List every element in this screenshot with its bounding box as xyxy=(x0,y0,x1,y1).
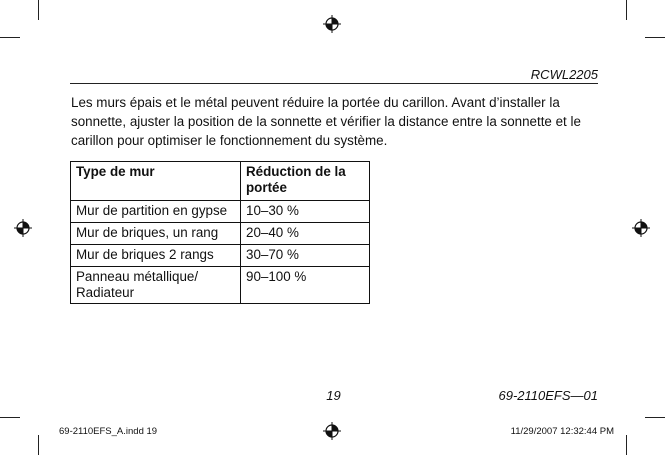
wall-type-cell: Mur de partition en gypse xyxy=(71,201,241,223)
crop-mark xyxy=(0,37,20,38)
header-model-code: RCWL2205 xyxy=(530,67,598,82)
reduction-cell: 20–40 % xyxy=(241,223,370,245)
page-number: 19 xyxy=(326,388,341,403)
header-rule xyxy=(70,83,598,84)
crop-mark xyxy=(645,417,665,418)
crop-mark xyxy=(38,435,39,455)
wall-reduction-table xyxy=(70,161,370,304)
crop-mark xyxy=(38,0,39,20)
registration-mark-icon xyxy=(323,15,341,33)
reduction-cell: 90–100 % xyxy=(241,267,370,304)
crop-mark xyxy=(645,37,665,38)
column-header-wall-type: Type de mur xyxy=(71,162,241,201)
registration-mark-icon xyxy=(632,219,650,237)
table-header-row xyxy=(71,162,370,201)
table-row xyxy=(71,267,370,304)
registration-mark-icon xyxy=(14,219,32,237)
crop-mark xyxy=(626,435,627,455)
registration-mark-icon xyxy=(323,422,341,440)
reduction-cell: 30–70 % xyxy=(241,245,370,267)
table-row xyxy=(71,245,370,267)
reduction-cell: 10–30 % xyxy=(241,201,370,223)
intro-paragraph: Les murs épais et le métal peuvent réduire la portée du carillon. Avant d’installer la sonnette, ajuster la position de la sonnette et vérifier la distance entre la sonnette et le carillon pour optimiser le fonctionnement du système. xyxy=(71,95,581,148)
wall-type-cell: Panneau métallique/ Radiateur xyxy=(71,267,241,304)
crop-mark xyxy=(626,0,627,20)
table-row xyxy=(71,201,370,223)
slug-timestamp: 11/29/2007 12:32:44 PM xyxy=(510,426,614,437)
crop-mark xyxy=(0,417,20,418)
wall-type-cell: Mur de briques, un rang xyxy=(71,223,241,245)
wall-type-cell: Mur de briques 2 rangs xyxy=(71,245,241,267)
table-row xyxy=(71,223,370,245)
slug-filename: 69-2110EFS_A.indd 19 xyxy=(59,426,158,437)
column-header-reduction: Réduction de la portée xyxy=(241,162,370,201)
document-code: 69-2110EFS—01 xyxy=(498,388,598,403)
